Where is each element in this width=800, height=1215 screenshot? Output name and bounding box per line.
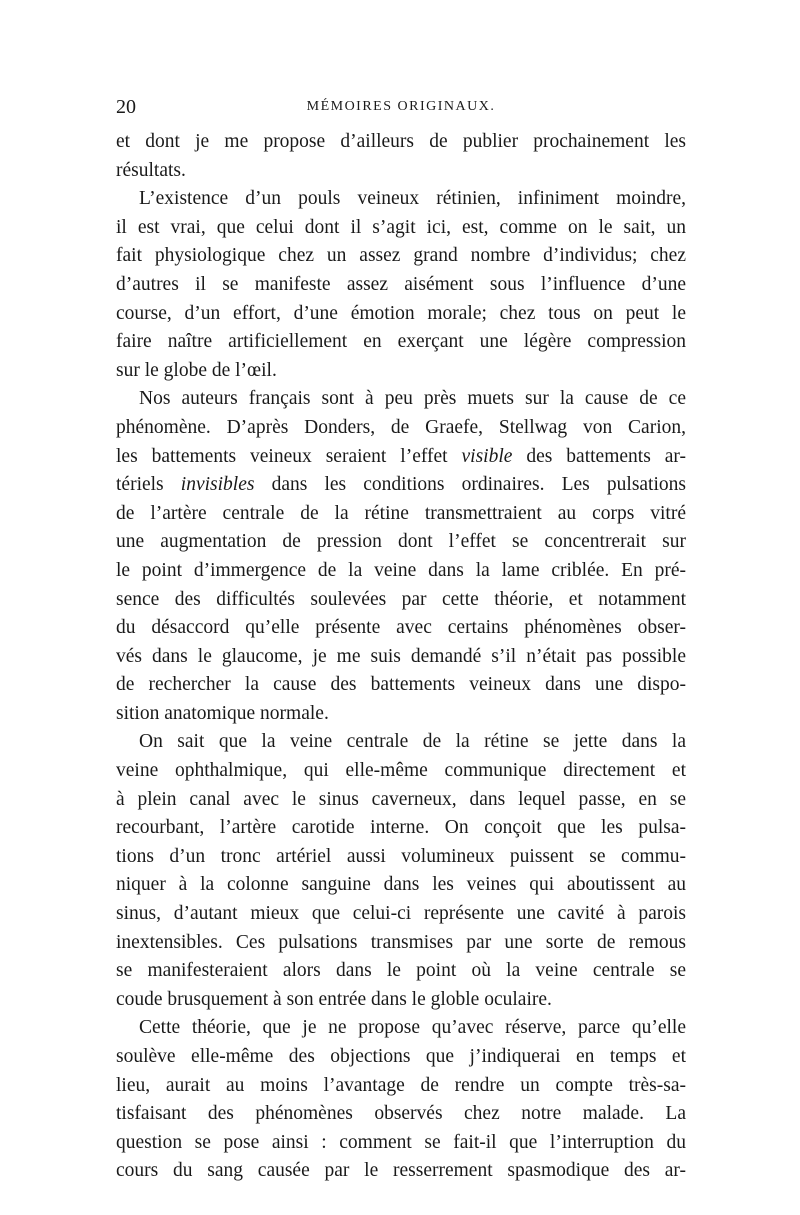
text-line: de l’artère centrale de la rétine transmettraient au corps vitré — [116, 502, 686, 524]
text-line: sinus, d’autant mieux que celui-ci représente une cavité à parois — [116, 903, 686, 925]
text-line: coude brusquement à son entrée dans le globle oculaire. — [116, 988, 552, 1010]
text-line: de rechercher la cause des battements veineux dans une dispo- — [116, 674, 686, 696]
text-line: résultats. — [116, 159, 186, 181]
text-segment: tériels — [116, 474, 181, 496]
paragraph-first-line: Cette théorie, que je ne propose qu’avec réserve, parce qu’elle — [139, 1017, 686, 1039]
text-segment: dans les conditions ordinaires. Les pulsations — [254, 474, 686, 496]
text-line: soulève elle-même des objections que j’indiquerai en temps et — [116, 1046, 686, 1067]
text-line: fait physiologique chez un assez grand nombre d’individus; chez — [116, 245, 686, 267]
text-line: tisfaisant des phénomènes observés chez notre malade. La — [116, 1103, 686, 1125]
text-line — [116, 471, 686, 500]
text-line: tions d’un tronc artériel aussi volumineux puissent se commu- — [116, 845, 686, 867]
body-text — [116, 128, 686, 1186]
text-line: course, d’un effort, d’une émotion morale; chez tous on peut le — [116, 302, 686, 324]
text-line: question se pose ainsi : comment se fait-il que l’interruption du — [116, 1131, 686, 1153]
text-line: faire naître artificiellement en exerçant une légère compression — [116, 331, 686, 353]
text-line: cours du sang causée par le resserrement spasmodique des ar- — [116, 1160, 686, 1182]
text-segment: les battements veineux seraient l’effet — [116, 445, 462, 467]
paragraph-first-line: L’existence d’un pouls veineux rétinien, infiniment moindre, — [139, 188, 686, 210]
text-line: le point d’immergence de la veine dans la lame criblée. En pré- — [116, 559, 686, 581]
text-line: d’autres il se manifeste assez aisément sous l’influence d’une — [116, 273, 686, 295]
paragraph-first-line: On sait que la veine centrale de la rétine se jette dans la — [139, 731, 686, 753]
text-line: il est vrai, que celui dont il s’agit ici, est, comme on le sait, un — [116, 216, 686, 238]
italic-word: visible — [461, 445, 513, 467]
text-segment: des battements ar- — [512, 445, 686, 467]
text-line: phénomène. D’après Donders, de Graefe, Stellwag von Carion, — [116, 416, 686, 438]
text-line: niquer à la colonne sanguine dans les veines qui aboutissent au — [116, 874, 686, 896]
text-line: du désaccord qu’elle présente avec certains phénomènes obser- — [116, 617, 686, 639]
text-line: sur le globe de l’œil. — [116, 359, 277, 381]
page-header — [116, 96, 686, 122]
text-line: lieu, aurait au moins l’avantage de rendre un compte très-sa- — [116, 1074, 686, 1096]
text-line: sence des difficultés soulevées par cette théorie, et notamment — [116, 588, 686, 610]
text-line: à plein canal avec le sinus caverneux, dans lequel passe, en se — [116, 788, 686, 810]
text-line: une augmentation de pression dont l’effet se concentrerait sur — [116, 531, 686, 553]
text-line: vés dans le glaucome, je me suis demandé s’il n’était pas possible — [116, 645, 686, 667]
text-line: et dont je me propose d’ailleurs de publier prochainement les — [116, 131, 686, 152]
page-number: 20 — [116, 96, 136, 118]
italic-word: invisibles — [180, 474, 255, 496]
text-line: inextensibles. Ces pulsations transmises par une sorte de remous — [116, 931, 686, 953]
text-line: se manifesteraient alors dans le point où la veine centrale se — [116, 960, 686, 982]
text-line: sition anatomique normale. — [116, 702, 329, 724]
paragraph-first-line: Nos auteurs français sont à peu près muets sur la cause de ce — [139, 388, 686, 410]
running-title: MÉMOIRES ORIGINAUX. — [306, 99, 496, 114]
text-line: recourbant, l’artère carotide interne. On conçoit que les pulsa- — [116, 817, 686, 839]
text-line: veine ophthalmique, qui elle-même communique directement et — [116, 760, 686, 782]
text-line — [116, 443, 686, 472]
